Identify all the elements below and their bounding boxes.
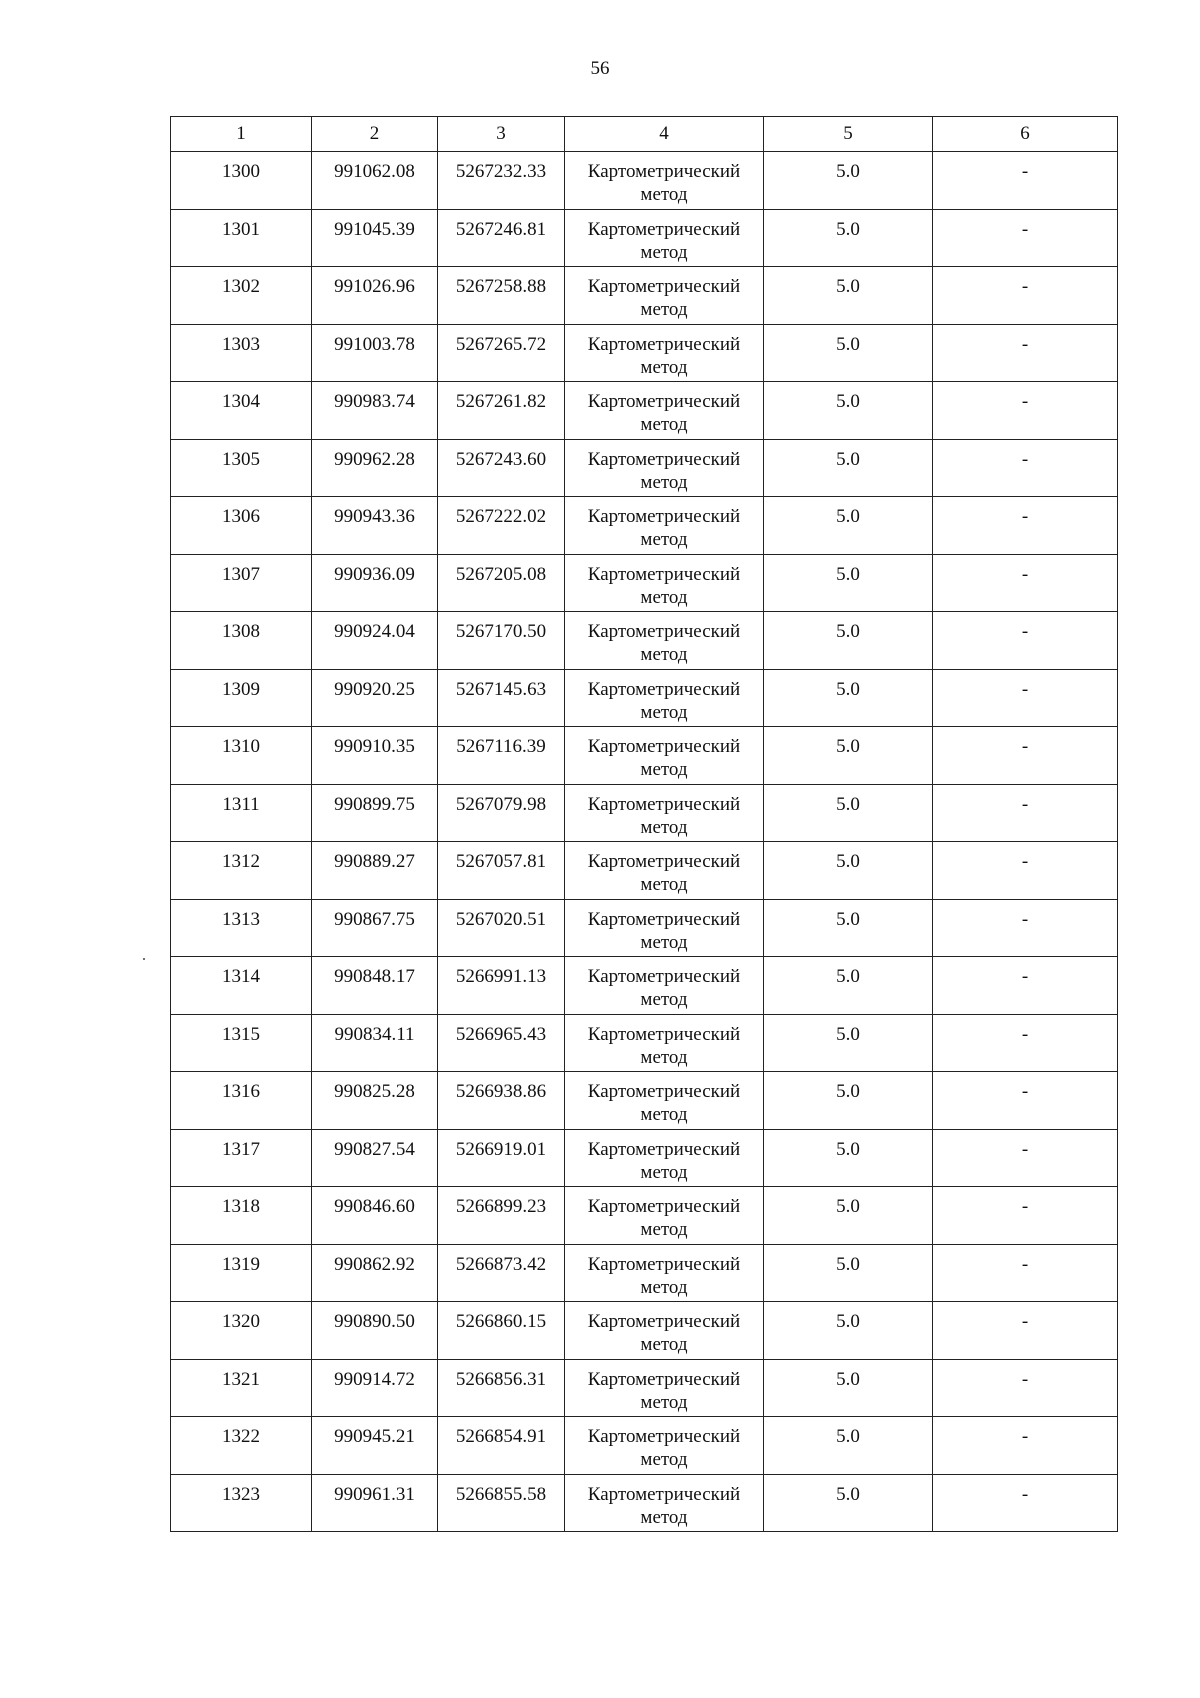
table-row bbox=[171, 842, 1118, 900]
method: Картометрический метод bbox=[565, 1359, 764, 1417]
table-row bbox=[171, 209, 1118, 267]
x-coordinate: 990936.09 bbox=[312, 554, 438, 612]
table-row bbox=[171, 1302, 1118, 1360]
y-coordinate: 5267079.98 bbox=[438, 784, 565, 842]
x-coordinate: 990889.27 bbox=[312, 842, 438, 900]
note: - bbox=[933, 382, 1118, 440]
y-coordinate: 5266938.86 bbox=[438, 1072, 565, 1130]
x-coordinate: 990834.11 bbox=[312, 1014, 438, 1072]
point-number: 1306 bbox=[171, 497, 312, 555]
note: - bbox=[933, 1129, 1118, 1187]
note: - bbox=[933, 727, 1118, 785]
accuracy: 5.0 bbox=[764, 267, 933, 325]
method: Картометрический метод bbox=[565, 267, 764, 325]
method: Картометрический метод bbox=[565, 1244, 764, 1302]
method: Картометрический метод bbox=[565, 612, 764, 670]
x-coordinate: 990924.04 bbox=[312, 612, 438, 670]
header-col-1: 1 bbox=[171, 117, 312, 152]
header-col-5: 5 bbox=[764, 117, 933, 152]
y-coordinate: 5267246.81 bbox=[438, 209, 565, 267]
table-row bbox=[171, 554, 1118, 612]
table-row bbox=[171, 439, 1118, 497]
point-number: 1301 bbox=[171, 209, 312, 267]
method: Картометрический метод bbox=[565, 1417, 764, 1475]
table-row bbox=[171, 957, 1118, 1015]
accuracy: 5.0 bbox=[764, 842, 933, 900]
accuracy: 5.0 bbox=[764, 1244, 933, 1302]
note: - bbox=[933, 267, 1118, 325]
note: - bbox=[933, 497, 1118, 555]
y-coordinate: 5267170.50 bbox=[438, 612, 565, 670]
method: Картометрический метод bbox=[565, 727, 764, 785]
method: Картометрический метод bbox=[565, 324, 764, 382]
accuracy: 5.0 bbox=[764, 1359, 933, 1417]
note: - bbox=[933, 1187, 1118, 1245]
point-number: 1302 bbox=[171, 267, 312, 325]
y-coordinate: 5266899.23 bbox=[438, 1187, 565, 1245]
method: Картометрический метод bbox=[565, 1302, 764, 1360]
x-coordinate: 990827.54 bbox=[312, 1129, 438, 1187]
accuracy: 5.0 bbox=[764, 669, 933, 727]
method: Картометрический метод bbox=[565, 899, 764, 957]
note: - bbox=[933, 669, 1118, 727]
accuracy: 5.0 bbox=[764, 554, 933, 612]
x-coordinate: 991045.39 bbox=[312, 209, 438, 267]
point-number: 1300 bbox=[171, 152, 312, 210]
method: Картометрический метод bbox=[565, 382, 764, 440]
y-coordinate: 5267258.88 bbox=[438, 267, 565, 325]
x-coordinate: 991003.78 bbox=[312, 324, 438, 382]
accuracy: 5.0 bbox=[764, 1302, 933, 1360]
point-number: 1321 bbox=[171, 1359, 312, 1417]
note: - bbox=[933, 1014, 1118, 1072]
x-coordinate: 990890.50 bbox=[312, 1302, 438, 1360]
accuracy: 5.0 bbox=[764, 1014, 933, 1072]
note: - bbox=[933, 1359, 1118, 1417]
x-coordinate: 990848.17 bbox=[312, 957, 438, 1015]
accuracy: 5.0 bbox=[764, 497, 933, 555]
table-row bbox=[171, 1359, 1118, 1417]
point-number: 1312 bbox=[171, 842, 312, 900]
y-coordinate: 5267222.02 bbox=[438, 497, 565, 555]
method: Картометрический метод bbox=[565, 1014, 764, 1072]
point-number: 1311 bbox=[171, 784, 312, 842]
table-row bbox=[171, 152, 1118, 210]
header-col-4: 4 bbox=[565, 117, 764, 152]
y-coordinate: 5267265.72 bbox=[438, 324, 565, 382]
y-coordinate: 5266919.01 bbox=[438, 1129, 565, 1187]
point-number: 1313 bbox=[171, 899, 312, 957]
method: Картометрический метод bbox=[565, 669, 764, 727]
table-row bbox=[171, 267, 1118, 325]
table-row bbox=[171, 1072, 1118, 1130]
note: - bbox=[933, 842, 1118, 900]
point-number: 1310 bbox=[171, 727, 312, 785]
accuracy: 5.0 bbox=[764, 899, 933, 957]
point-number: 1322 bbox=[171, 1417, 312, 1475]
accuracy: 5.0 bbox=[764, 1129, 933, 1187]
table-row bbox=[171, 784, 1118, 842]
table-row bbox=[171, 1474, 1118, 1532]
method: Картометрический метод bbox=[565, 784, 764, 842]
y-coordinate: 5266854.91 bbox=[438, 1417, 565, 1475]
y-coordinate: 5267145.63 bbox=[438, 669, 565, 727]
x-coordinate: 990910.35 bbox=[312, 727, 438, 785]
note: - bbox=[933, 957, 1118, 1015]
x-coordinate: 990867.75 bbox=[312, 899, 438, 957]
method: Картометрический метод bbox=[565, 439, 764, 497]
method: Картометрический метод bbox=[565, 1474, 764, 1532]
x-coordinate: 991026.96 bbox=[312, 267, 438, 325]
method: Картометрический метод bbox=[565, 1129, 764, 1187]
page-number: 56 bbox=[590, 58, 610, 79]
y-coordinate: 5266855.58 bbox=[438, 1474, 565, 1532]
accuracy: 5.0 bbox=[764, 784, 933, 842]
y-coordinate: 5267205.08 bbox=[438, 554, 565, 612]
table-row bbox=[171, 899, 1118, 957]
x-coordinate: 990962.28 bbox=[312, 439, 438, 497]
accuracy: 5.0 bbox=[764, 1474, 933, 1532]
accuracy: 5.0 bbox=[764, 612, 933, 670]
table-row bbox=[171, 382, 1118, 440]
point-number: 1307 bbox=[171, 554, 312, 612]
method: Картометрический метод bbox=[565, 1187, 764, 1245]
point-number: 1317 bbox=[171, 1129, 312, 1187]
y-coordinate: 5267261.82 bbox=[438, 382, 565, 440]
method: Картометрический метод bbox=[565, 152, 764, 210]
table-row bbox=[171, 727, 1118, 785]
point-number: 1303 bbox=[171, 324, 312, 382]
x-coordinate: 990920.25 bbox=[312, 669, 438, 727]
note: - bbox=[933, 784, 1118, 842]
y-coordinate: 5266860.15 bbox=[438, 1302, 565, 1360]
x-coordinate: 990846.60 bbox=[312, 1187, 438, 1245]
accuracy: 5.0 bbox=[764, 727, 933, 785]
coordinates-table bbox=[170, 116, 1118, 1532]
point-number: 1318 bbox=[171, 1187, 312, 1245]
note: - bbox=[933, 899, 1118, 957]
point-number: 1314 bbox=[171, 957, 312, 1015]
accuracy: 5.0 bbox=[764, 1187, 933, 1245]
y-coordinate: 5267020.51 bbox=[438, 899, 565, 957]
accuracy: 5.0 bbox=[764, 382, 933, 440]
method: Картометрический метод bbox=[565, 497, 764, 555]
note: - bbox=[933, 1302, 1118, 1360]
point-number: 1316 bbox=[171, 1072, 312, 1130]
method: Картометрический метод bbox=[565, 554, 764, 612]
x-coordinate: 990945.21 bbox=[312, 1417, 438, 1475]
y-coordinate: 5266965.43 bbox=[438, 1014, 565, 1072]
x-coordinate: 990961.31 bbox=[312, 1474, 438, 1532]
method: Картометрический метод bbox=[565, 209, 764, 267]
x-coordinate: 991062.08 bbox=[312, 152, 438, 210]
y-coordinate: 5267232.33 bbox=[438, 152, 565, 210]
point-number: 1305 bbox=[171, 439, 312, 497]
note: - bbox=[933, 152, 1118, 210]
point-number: 1304 bbox=[171, 382, 312, 440]
scan-speck bbox=[143, 958, 145, 960]
table-row bbox=[171, 1187, 1118, 1245]
table-row bbox=[171, 1244, 1118, 1302]
point-number: 1319 bbox=[171, 1244, 312, 1302]
method: Картометрический метод bbox=[565, 842, 764, 900]
note: - bbox=[933, 1474, 1118, 1532]
table-row bbox=[171, 1014, 1118, 1072]
x-coordinate: 990899.75 bbox=[312, 784, 438, 842]
header-col-3: 3 bbox=[438, 117, 565, 152]
point-number: 1309 bbox=[171, 669, 312, 727]
y-coordinate: 5267057.81 bbox=[438, 842, 565, 900]
method: Картометрический метод bbox=[565, 1072, 764, 1130]
x-coordinate: 990914.72 bbox=[312, 1359, 438, 1417]
note: - bbox=[933, 324, 1118, 382]
header-col-6: 6 bbox=[933, 117, 1118, 152]
accuracy: 5.0 bbox=[764, 957, 933, 1015]
point-number: 1320 bbox=[171, 1302, 312, 1360]
table-row bbox=[171, 1129, 1118, 1187]
note: - bbox=[933, 209, 1118, 267]
note: - bbox=[933, 1244, 1118, 1302]
table-row bbox=[171, 669, 1118, 727]
note: - bbox=[933, 439, 1118, 497]
note: - bbox=[933, 554, 1118, 612]
accuracy: 5.0 bbox=[764, 324, 933, 382]
y-coordinate: 5266873.42 bbox=[438, 1244, 565, 1302]
point-number: 1315 bbox=[171, 1014, 312, 1072]
note: - bbox=[933, 612, 1118, 670]
y-coordinate: 5266991.13 bbox=[438, 957, 565, 1015]
table-row bbox=[171, 497, 1118, 555]
accuracy: 5.0 bbox=[764, 1072, 933, 1130]
table-row bbox=[171, 612, 1118, 670]
note: - bbox=[933, 1417, 1118, 1475]
y-coordinate: 5267243.60 bbox=[438, 439, 565, 497]
point-number: 1323 bbox=[171, 1474, 312, 1532]
y-coordinate: 5266856.31 bbox=[438, 1359, 565, 1417]
x-coordinate: 990983.74 bbox=[312, 382, 438, 440]
accuracy: 5.0 bbox=[764, 209, 933, 267]
table-row bbox=[171, 324, 1118, 382]
x-coordinate: 990862.92 bbox=[312, 1244, 438, 1302]
accuracy: 5.0 bbox=[764, 1417, 933, 1475]
y-coordinate: 5267116.39 bbox=[438, 727, 565, 785]
x-coordinate: 990943.36 bbox=[312, 497, 438, 555]
accuracy: 5.0 bbox=[764, 152, 933, 210]
method: Картометрический метод bbox=[565, 957, 764, 1015]
table-row bbox=[171, 1417, 1118, 1475]
point-number: 1308 bbox=[171, 612, 312, 670]
header-col-2: 2 bbox=[312, 117, 438, 152]
table-header-row bbox=[171, 117, 1118, 152]
x-coordinate: 990825.28 bbox=[312, 1072, 438, 1130]
note: - bbox=[933, 1072, 1118, 1130]
accuracy: 5.0 bbox=[764, 439, 933, 497]
